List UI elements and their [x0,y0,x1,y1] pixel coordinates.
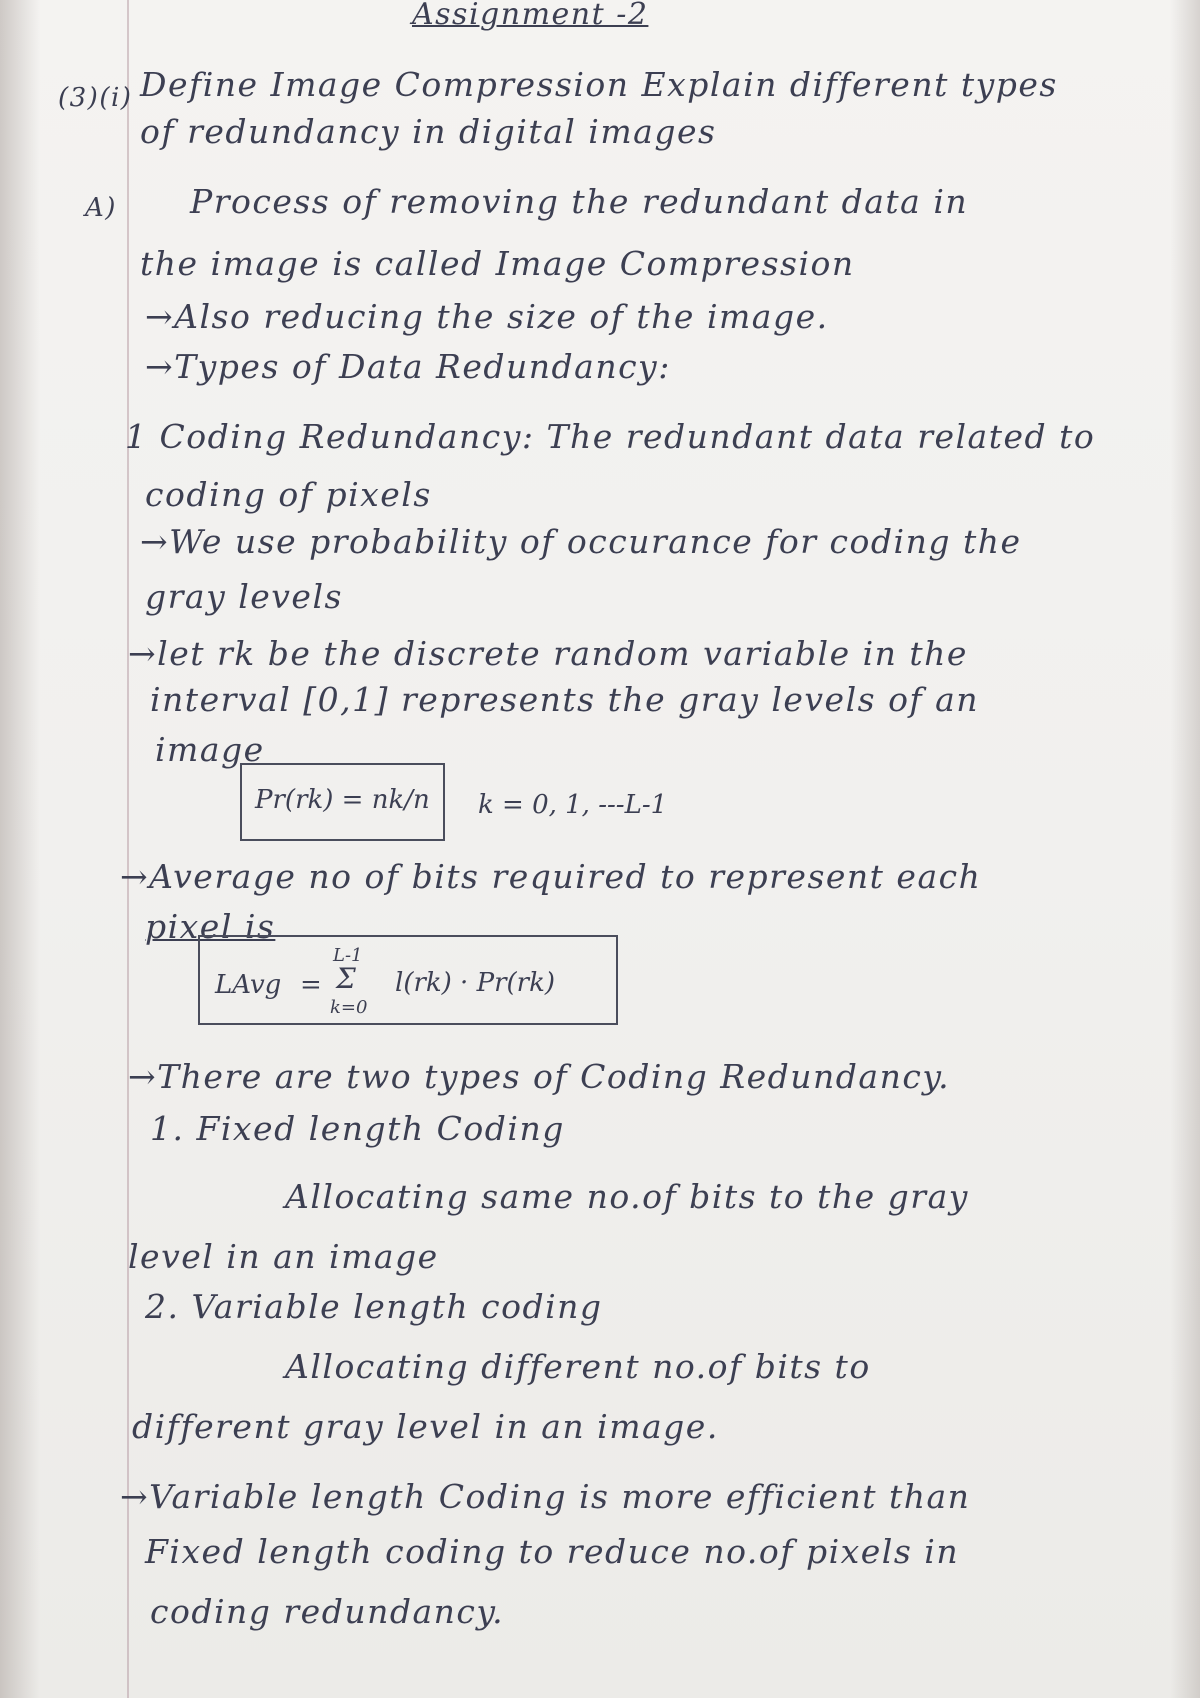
answer-line: image [155,730,265,769]
answer-line: Allocating different no.of bits to [285,1347,871,1386]
answer-line: Fixed length coding to reduce no.of pixels in [145,1532,960,1571]
answer-line: →let rk be the discrete random variable in the [128,634,968,673]
answer-line: interval [0,1] represents the gray levels of an [150,680,980,719]
margin-line [127,0,129,1698]
answer-line: →Variable length Coding is more efficient than [120,1477,971,1516]
answer-line: →We use probability of occurance for coding the [140,522,1022,561]
answer-line: the image is called Image Compression [140,244,855,283]
answer-line: →Average no of bits required to represent each [120,857,982,896]
formula-sum-upper: L-1 [333,945,363,966]
formula-sum-lower: k=0 [330,997,368,1018]
answer-line: →There are two types of Coding Redundancy. [128,1057,951,1096]
answer-line: →Types of Data Redundancy: [145,347,671,386]
answer-line: →Also reducing the size of the image. [145,297,829,336]
page-title: Assignment -2 [412,0,649,32]
answer-line: level in an image [128,1237,439,1276]
formula-range-note: k = 0, 1, ---L-1 [478,790,668,820]
answer-line: different gray level in an image. [132,1407,719,1446]
answer-line: coding redundancy. [150,1592,505,1631]
answer-line: gray levels [145,577,343,616]
answer-line: 1 Coding Redundancy: The redundant data related to [125,417,1096,456]
formula-lavg-label: LAvg [215,970,282,1000]
question-number: (3)(i) [58,83,133,113]
formula-equals: = [300,970,322,1000]
page-shadow-right [1170,0,1200,1698]
answer-line: pixel is [145,907,276,946]
answer-line: Process of removing the redundant data in [190,182,969,221]
question-line-2: of redundancy in digital images [140,112,717,151]
answer-line: coding of pixels [145,475,432,514]
answer-line: Allocating same no.of bits to the gray [285,1177,969,1216]
sigma-icon: Σ [336,962,356,995]
answer-line: 1. Fixed length Coding [150,1109,565,1148]
question-line-1: Define Image Compression Explain different types [140,65,1058,104]
answer-line: 2. Variable length coding [145,1287,603,1326]
formula-probability: Pr(rk) = nk/n [255,785,430,815]
answer-marker: A) [85,193,117,223]
formula-average-length: l(rk) · Pr(rk) [395,968,555,998]
page-shadow-left [0,0,40,1698]
